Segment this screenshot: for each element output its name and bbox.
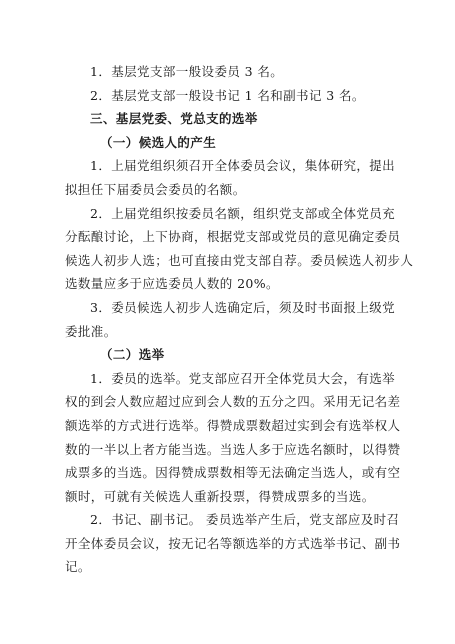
text-line: 权的到会人数应超过应到会人数的五分之四。采用无记名差 xyxy=(65,394,401,410)
text-line: 1．上届党组织须召开全体委员会议，集体研究，提出 xyxy=(90,158,396,174)
subsection-heading: （一）候选人的产生 xyxy=(100,134,217,150)
text-line: 成票多的当选。因得赞成票数相等无法确定当选人，或有空 xyxy=(65,465,401,481)
text-line: 3．委员候选人初步人选确定后，须及时书面报上级党 xyxy=(90,299,396,315)
text-line: 1．委员的选举。党支部应召开全体党员大会，有选举 xyxy=(90,370,396,386)
text-line: 候选人初步人选；也可直接由党支部自荐。委员候选人初步人 xyxy=(65,252,414,268)
text-line: 记。 xyxy=(65,559,91,575)
text-line: 2．上届党组织按委员名额，组织党支部或全体党员充 xyxy=(90,205,396,221)
subsection-heading: （二）选举 xyxy=(100,347,165,363)
text-line: 2．书记、副书记。 委员选举产生后，党支部应及时召 xyxy=(90,512,400,528)
text-line: 额时，可就有关候选人重新投票，得赞成票多的当选。 xyxy=(65,488,375,504)
text-line: 额选举的方式进行选举。得赞成票数超过实到会有选举权人 xyxy=(65,417,401,433)
text-line: 选数量应多于应选委员人数的 20%。 xyxy=(65,276,279,292)
text-line: 数的一半以上者方能当选。当选人多于应选名额时，以得赞 xyxy=(65,441,401,457)
text-line: 拟担任下届委员会委员的名额。 xyxy=(65,181,246,197)
text-line: 委批准。 xyxy=(65,323,117,339)
text-line: 分酝酿讨论，上下协商，根据党支部或党员的意见确定委员 xyxy=(65,229,401,245)
section-heading: 三、基层党委、党总支的选举 xyxy=(90,111,258,127)
text-line: 开全体委员会议，按无记名等额选举的方式选举书记、副书 xyxy=(65,535,401,551)
text-line: 1．基层党支部一般设委员 3 名。 xyxy=(90,64,284,79)
text-line: 2．基层党支部一般设书记 1 名和副书记 3 名。 xyxy=(90,87,365,103)
